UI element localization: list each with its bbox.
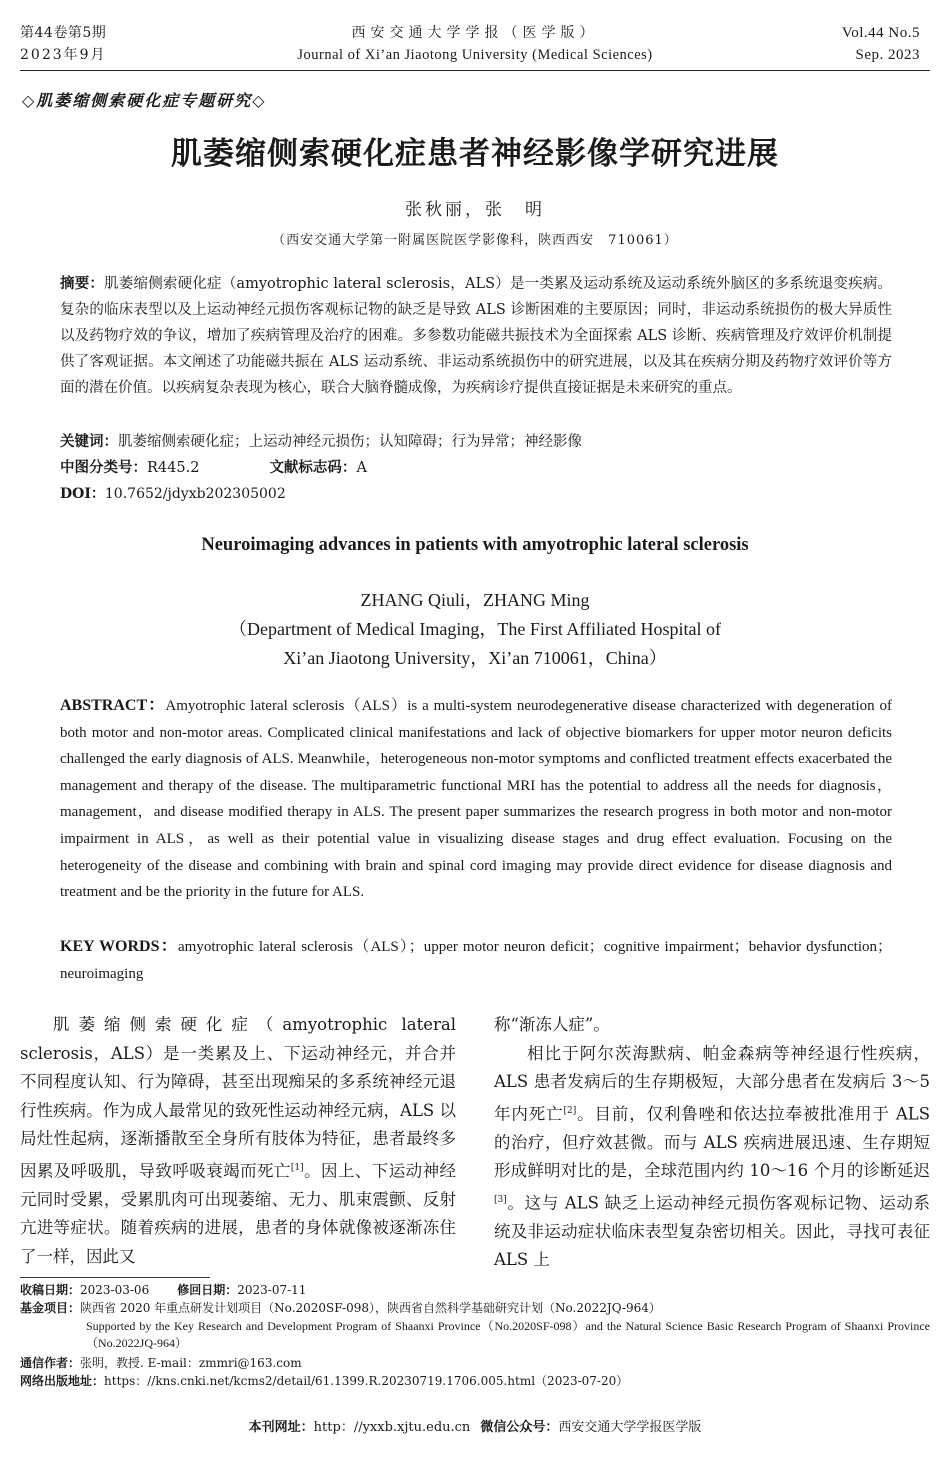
header-volume-en: Vol.44 No.5 — [841, 25, 920, 41]
header-journal-cn: 西安交通大学学报（医学版） — [351, 25, 599, 41]
abstract-cn — [60, 271, 892, 401]
doi-value: 10.7652/jdyxb202305002 — [104, 486, 286, 502]
fund-label: 基金项目： — [20, 1301, 81, 1315]
online-value: https：//kns.cnki.net/kcms2/detail/61.1399.R.20230719.1706.005.html（2023-07-20） — [104, 1374, 629, 1388]
abstract-en — [60, 693, 892, 906]
authors-cn: 张秋丽，张 明 — [405, 200, 545, 220]
footnote-fund-cn — [20, 1300, 930, 1317]
wechat-value: 西安交通大学学报医学版 — [558, 1420, 702, 1435]
header-journal-en: Journal of Xi’an Jiaotong University (Medical Sciences) — [297, 47, 653, 63]
footnote-online — [20, 1373, 930, 1390]
citation-ref-3: [3] — [494, 1194, 507, 1205]
header-date-cn: 2023年9月 — [20, 47, 107, 63]
header-date-en: Sep. 2023 — [855, 47, 920, 63]
classification-line — [60, 455, 892, 481]
abstract-cn-text: 肌萎缩侧索硬化症（amyotrophic lateral sclerosis，ALS）是一类累及运动系统及运动系统外脑区的多系统退变疾病。复杂的临床表型以及上运动神经元损伤客观标记物的缺乏是导致 ALS 诊断困难的主要原因；同时，非运动系统损伤的极大异质性以及药物疗效的争议，增加了疾病管理及治疗的困难。多参数功能磁共振技术为全面探索 ALS 诊断、疾病管理及疗效评价机制提供了客观证据。本文阐述了功能磁共振在 ALS 运动系统、非运动系统损伤中的研究进展，以及其在疾病分期及药物疗效评价等方面的潜在价值。以疾病复杂表现为核心，联合大脑脊髓成像，为疾病诊疗提供直接证据是未来研究的重点。 — [60, 276, 893, 396]
revised-label: 修回日期： — [177, 1283, 238, 1297]
site-label: 本刊网址： — [248, 1420, 314, 1435]
abstract-en-text: Amyotrophic lateral sclerosis（ALS）is a multi-system neurodegenerative disease characterized with degeneration of both motor and non-motor areas. Complicated clinical manifestations and lack of objective biomarkers for upper motor neuron deficits challenged the early diagnosis of ALS. Meanwhile，heterogeneous non-motor symptoms and conflicted treatment effects exacerbated the management and therapy of the disease. The multiparametric functional MRI has the potential to address all the needs for diagnosis，management，and disease modified therapy in ALS. The present paper summarizes the research progress in both motor and non-motor impairment in ALS，as well as their potential value in visualizing disease stages and drug effect evaluation. Focusing on the heterogeneity of the disease and combining with brain and spinal cord imaging may provide direct evidence for disease diagnosis and treatment and be the priority in the future for ALS. — [60, 698, 892, 901]
doc-code-value: A — [356, 460, 367, 476]
received-date: 2023-03-06 — [80, 1283, 150, 1297]
keywords-en — [60, 934, 892, 987]
fund-cn: 陕西省 2020 年重点研发计划项目（No.2020SF-098），陕西省自然科学基础研究计划（No.2022JQ-964） — [80, 1301, 661, 1315]
doi-line — [60, 481, 892, 507]
received-label: 收稿日期： — [20, 1283, 81, 1297]
affiliation-en-line1: （Department of Medical Imaging，The First Affiliated Hospital of — [228, 619, 722, 639]
body-right-para-1: 称“渐冻人症”。 — [494, 1015, 610, 1034]
body-right-text-2: 。目前，仅利鲁唑和依达拉奉被批准用于 ALS 的治疗，但疗效甚微。而与 ALS 疾病进展迅速、生存期短形成鲜明对比的是，全球范围内约 10～16 个月的诊断延迟 — [494, 1104, 931, 1180]
title-cn: 肌萎缩侧索硬化症患者神经影像学研究进展 — [171, 136, 779, 172]
footnote-fund-en: Supported by the Key Research and Development Program of Shaanxi Province（No.2020SF-098）and the Natural Science Basic Research Program of Shaanxi Province（No.2022JQ-964） — [86, 1319, 930, 1350]
body-right-para-2 — [494, 1040, 930, 1275]
abstract-cn-label: 摘要： — [60, 275, 105, 292]
clc-value: R445.2 — [147, 460, 200, 476]
body-right-column — [494, 1011, 930, 1275]
keywords-en-text: amyotrophic lateral sclerosis（ALS）；upper motor neuron deficit；cognitive impairment；behavior dysfunction；neuroimaging — [60, 939, 892, 982]
clc-label: 中图分类号： — [60, 459, 147, 476]
footnote-dates — [20, 1282, 930, 1299]
body-right-text-3: 。这与 ALS 缺乏上运动神经元损伤客观标记物、运动系统及非运动症状临床表型复杂密切相关。因此，寻找可表征 ALS 上 — [494, 1193, 930, 1269]
header-rule — [20, 70, 930, 71]
footnote-correspondence — [20, 1355, 930, 1372]
corr-label: 通信作者： — [20, 1356, 81, 1370]
doc-code-label: 文献标志码： — [269, 459, 357, 476]
keywords-cn-label: 关键词： — [60, 433, 118, 450]
affiliation-cn: （西安交通大学第一附属医院医学影像科，陕西西安 710061） — [272, 233, 678, 248]
journal-bottom-line — [0, 1416, 950, 1435]
keywords-cn — [60, 429, 892, 455]
body-right-text-1: 相比于阿尔茨海默病、帕金森病等神经退行性疾病，ALS 患者发病后的生存期极短，大部分患者在发病后 3～5 年内死亡 — [494, 1043, 930, 1123]
body-left-column — [20, 1011, 456, 1271]
site-url[interactable]: http：//yxxb.xjtu.edu.cn — [313, 1420, 471, 1435]
keywords-cn-text: 肌萎缩侧索硬化症；上运动神经元损伤；认知障碍；行为异常；神经影像 — [118, 434, 582, 450]
abstract-en-label: ABSTRACT： — [60, 697, 166, 714]
doi-label: DOI： — [60, 486, 105, 502]
revised-date: 2023-07-11 — [237, 1283, 307, 1297]
online-label: 网络出版地址： — [20, 1374, 105, 1388]
section-tag: ◇肌萎缩侧索硬化症专题研究◇ — [22, 91, 267, 110]
authors-en: ZHANG Qiuli，ZHANG Ming — [360, 590, 590, 610]
wechat-label: 微信公众号： — [480, 1420, 559, 1435]
citation-ref-2: [2] — [563, 1105, 577, 1116]
title-en: Neuroimaging advances in patients with amyotrophic lateral sclerosis — [201, 535, 749, 555]
affiliation-en-line2: Xi’an Jiaotong University，Xi’an 710061，China） — [283, 648, 667, 668]
header-volume-cn: 第44卷第5期 — [20, 25, 107, 41]
body-left-text-1: 肌萎缩侧索硬化症（amyotrophic lateral sclerosis，ALS）是一类累及上、下运动神经元，并合并不同程度认知、行为障碍，甚至出现痴呆的多系统神经元退行性疾病。作为成人最常见的致死性运动神经元病，ALS 以局灶性起病，逐渐播散至全身所有肢体为特征，患者最终多因累及呼吸肌，导致呼吸衰竭而死亡 — [20, 1015, 456, 1180]
keywords-en-label: KEY WORDS： — [60, 938, 178, 955]
corr-value: 张明，教授. E-mail：zmmri@163.com — [80, 1356, 302, 1370]
body-left-text-2: 。因上、下运动神经元同时受累，受累肌肉可出现萎缩、无力、肌束震颤、反射亢进等症状。随着疾病的进展，患者的身体就像被逐渐冻住了一样，因此又 — [20, 1161, 457, 1266]
footnote-rule — [20, 1277, 210, 1278]
citation-ref-1: [1] — [290, 1162, 304, 1173]
